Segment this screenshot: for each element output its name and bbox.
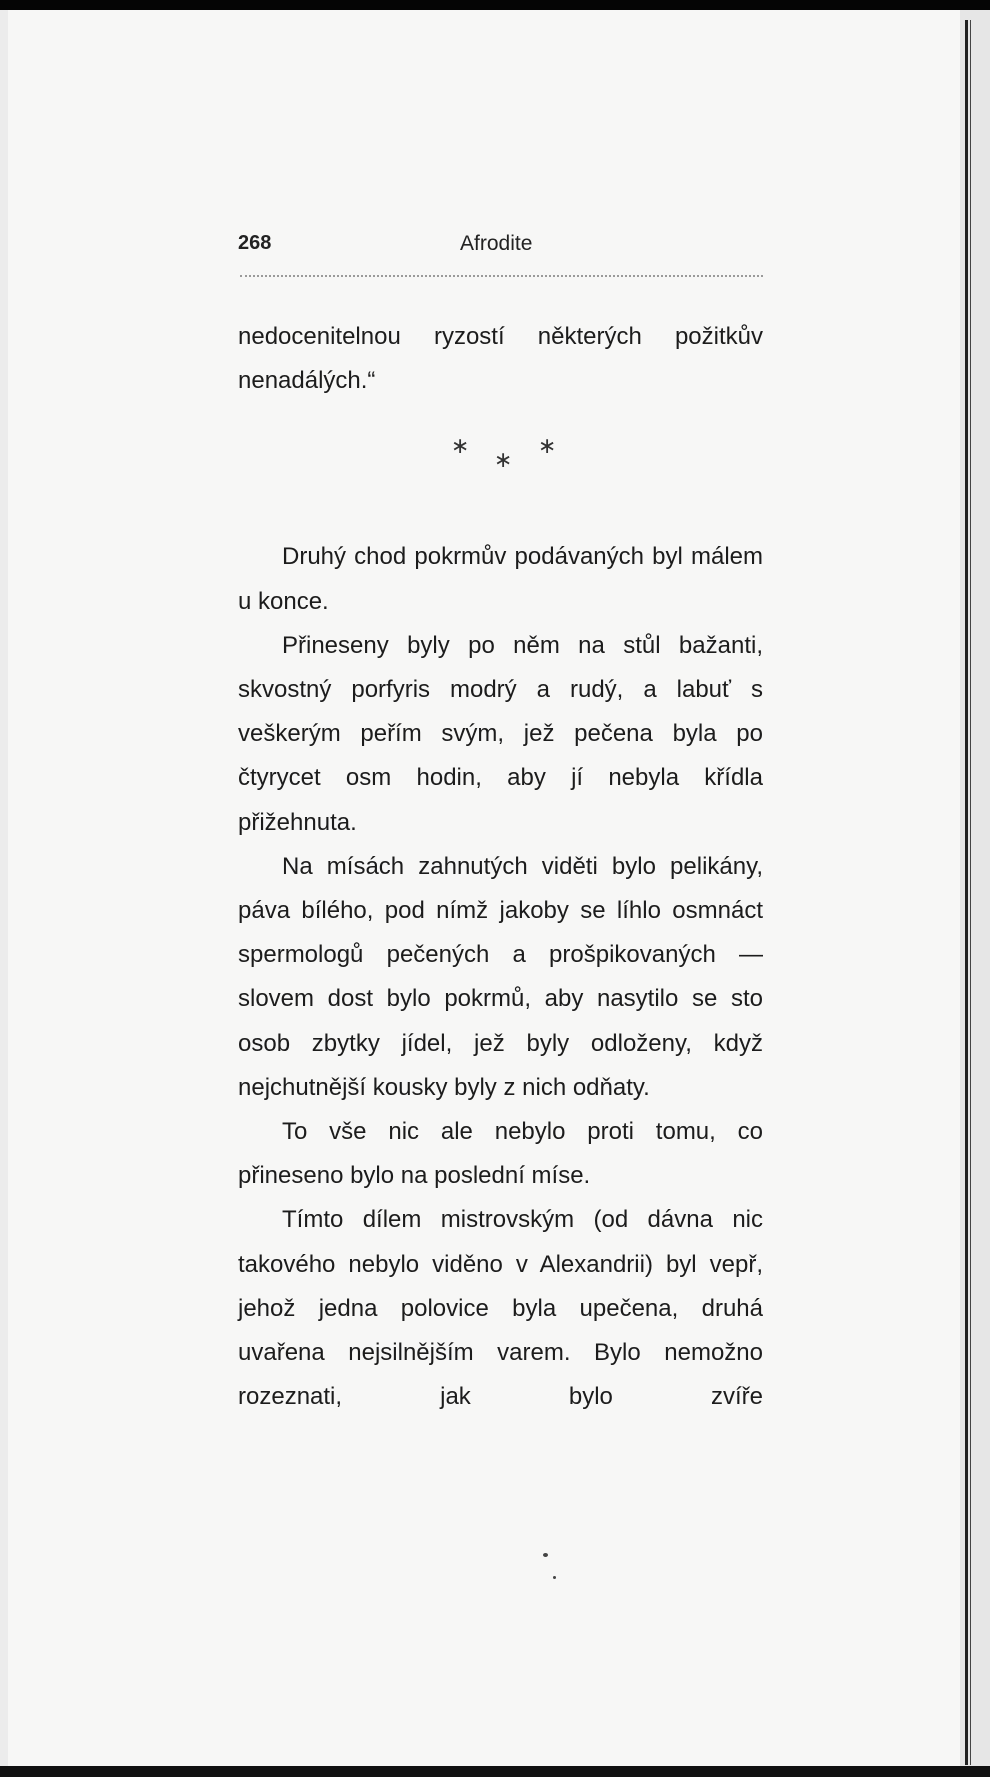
paragraph: Tímto dílem mistrovským (od dávna nic takového nebylo viděno v Alexandrii) byl vepř, jehož jedna polovice byla upečena, druhá uvařena nejsilnějším varem. Bylo nemožno rozeznati, jak bylo zvíře bbox=[238, 1206, 763, 1411]
scan-border-bottom bbox=[0, 1766, 990, 1777]
asterisk-icon: ∗ bbox=[538, 434, 557, 460]
header-rule bbox=[240, 275, 763, 277]
running-header bbox=[238, 232, 763, 260]
paragraph: Na mísách zahnutých viděti bylo pelikány, páva bílého, pod nímž jakoby se líhlo osmnáct spermologů pečených a prošpikovaných — slovem dost bylo pokrmů, aby nasytilo se sto osob zbytky jídel, jež byly odloženy, když nejchutnější kousky byly z nich odňaty. bbox=[238, 852, 763, 1101]
body-text bbox=[238, 315, 763, 1419]
paragraph: Druhý chod pokrmův podávaných byl málem u konce. bbox=[238, 543, 763, 615]
paragraph: nedocenitelnou ryzostí některých požitkův nenadálých.“ bbox=[238, 323, 763, 395]
running-title: Afrodite bbox=[460, 232, 533, 255]
paragraph: To vše nic ale nebylo proti tomu, co přineseno bylo na poslední míse. bbox=[238, 1118, 763, 1190]
page-number: 268 bbox=[238, 232, 272, 254]
asterisk-icon: ∗ bbox=[494, 448, 513, 474]
asterisk-icon: ∗ bbox=[451, 434, 470, 460]
scan-speck bbox=[553, 1576, 556, 1579]
scan-border-top bbox=[0, 0, 990, 10]
page-edge-shadow bbox=[965, 20, 968, 1765]
section-break bbox=[238, 403, 763, 535]
paragraph: Přineseny byly po něm na stůl bažanti, skvostný porfyris modrý a rudý, a labuť s veškerým peřím svým, jež pečena byla po čtyrycet osm hodin, aby jí nebyla křídla přižehnuta. bbox=[238, 631, 763, 836]
scan-speck bbox=[543, 1553, 548, 1557]
page-edge-line bbox=[970, 20, 971, 1765]
